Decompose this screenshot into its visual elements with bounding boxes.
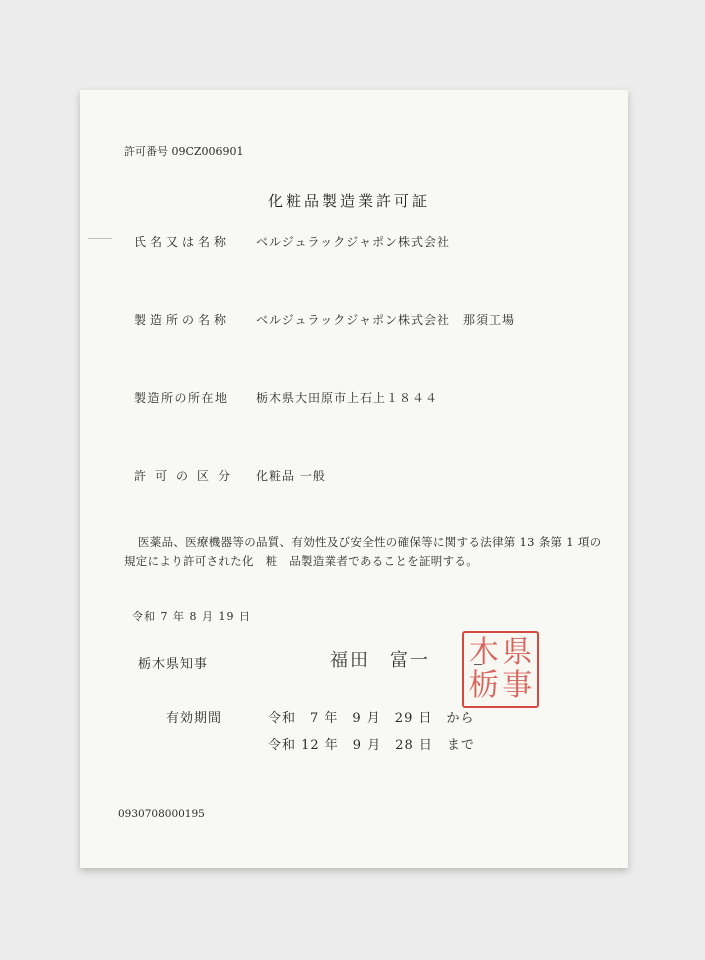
certification-text-line-1: 医薬品、医療機器等の品質、有効性及び安全性の確保等に関する法律第 13 条第 1 項の	[138, 535, 602, 549]
field-value-facility-name: ベルジュラックジャポン株式会社 那須工場	[256, 313, 515, 327]
issuer-title: 栃木県知事	[138, 657, 209, 672]
seal-char-1: 木	[468, 634, 499, 670]
field-label-name: 氏名又は名称	[134, 235, 231, 249]
document-title: 化粧品製造業許可証	[268, 192, 431, 210]
field-value-permit-category: 化粧品 一般	[256, 469, 326, 483]
official-seal	[462, 631, 539, 708]
field-value-facility-address: 栃木県大田原市上石上１８４４	[256, 391, 439, 405]
validity-label: 有効期間	[166, 711, 223, 726]
issuer-signature: 福田 富一	[330, 650, 430, 671]
issue-date: 令和 7 年 8 月 19 日	[132, 610, 251, 623]
scan-mark	[88, 238, 112, 239]
field-value-name: ベルジュラックジャポン株式会社	[256, 235, 450, 249]
serial-number: 0930708000195	[118, 808, 205, 820]
validity-to: 令和 12 年 9 月 28 日 まで	[268, 738, 475, 753]
permit-number: 許可番号 09CZ006901	[124, 145, 244, 158]
field-label-facility-address: 製造所の所在地	[134, 391, 229, 405]
seal-char-3: 栃	[468, 668, 499, 704]
certificate-paper	[80, 90, 628, 868]
validity-from: 令和 7 年 9 月 29 日 から	[268, 711, 475, 726]
seal-char-4: 事	[502, 668, 533, 704]
field-label-permit-category: 許可の区分	[134, 469, 240, 483]
field-label-facility-name: 製造所の名称	[134, 313, 231, 327]
seal-char-2: 県	[502, 634, 533, 670]
certification-text-line-2: 規定により許可された化 粧 品製造業者であることを証明する。	[124, 554, 478, 568]
